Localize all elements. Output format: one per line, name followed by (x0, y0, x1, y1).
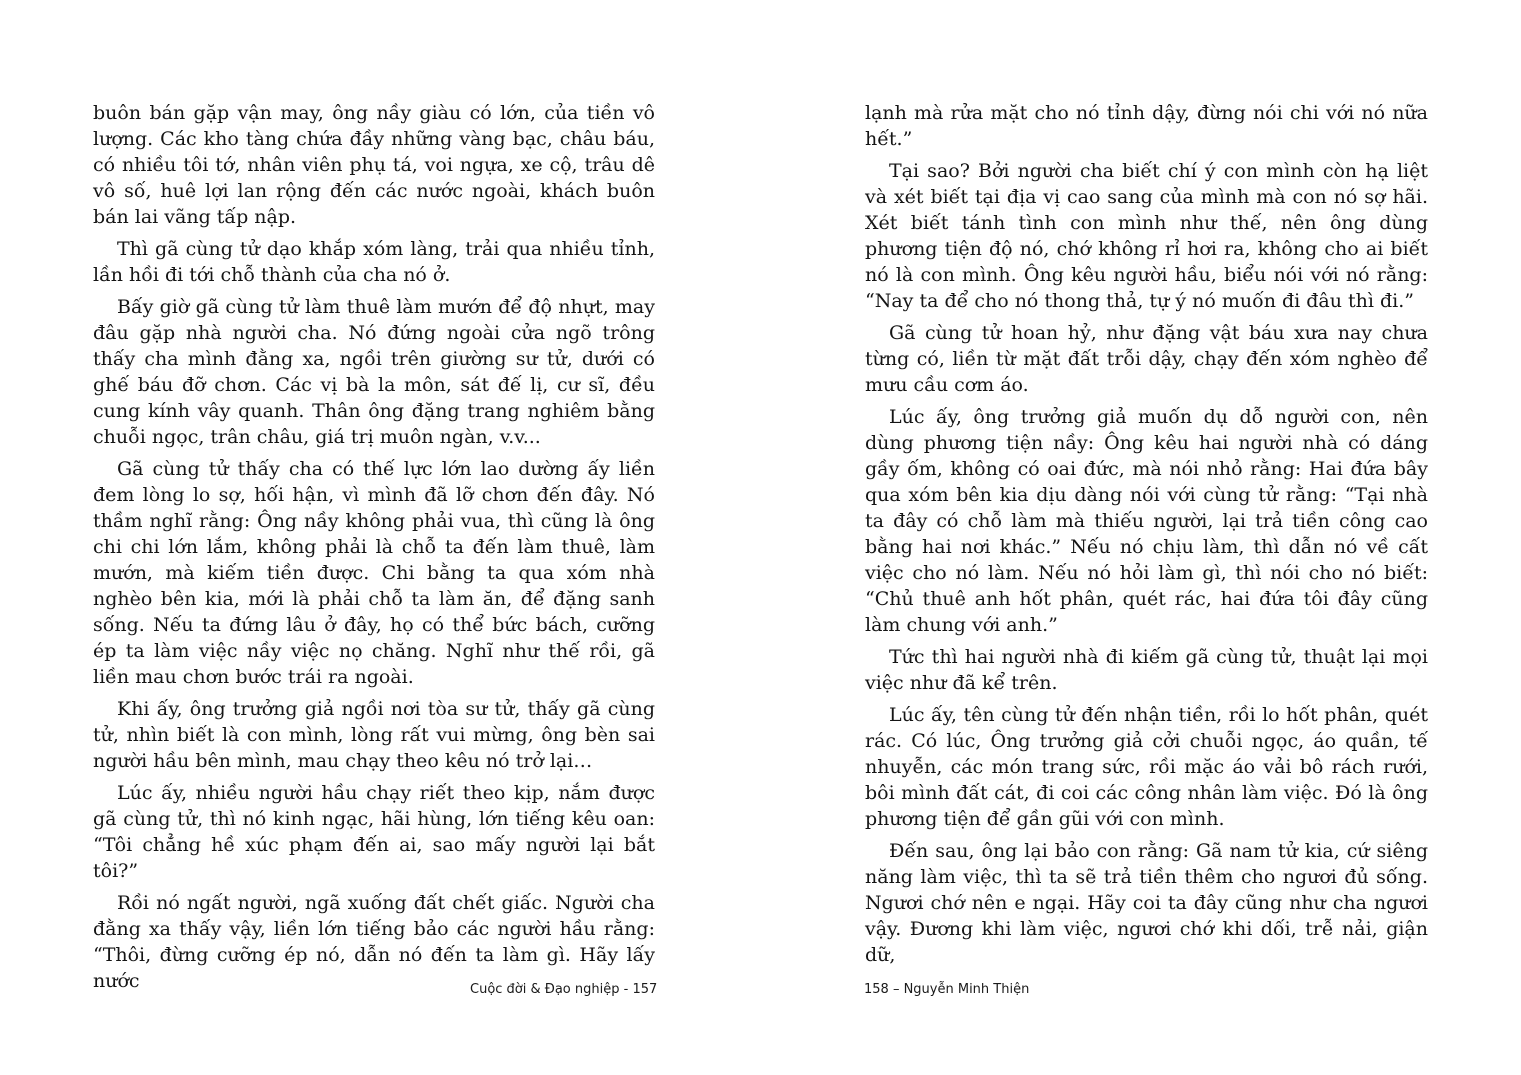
paragraph: Bấy giờ gã cùng tử làm thuê làm mướn để độ nhựt, may đâu gặp nhà người cha. Nó đứng ngoài cửa ngõ trông thấy cha mình đằng xa, ngồi trên giường sư tử, dưới có ghế báu đỡ chơn. Các vị bà la môn, sát đế lị, cư sĩ, đều cung kính vây quanh. Thân ông đặng trang nghiêm bằng chuỗi ngọc, trân châu, giá trị muôn ngàn, v.v... (93, 296, 655, 448)
left-page-text (93, 100, 658, 1000)
paragraph: Lúc ấy, ông trưởng giả muốn dụ dỗ người con, nên dùng phương tiện nầy: Ông kêu hai người nhà có dáng gầy ốm, không có oai đức, mà nói nhỏ rằng: Hai đứa bây qua xóm bên kia dịu dàng nói với cùng tử rằng: “Tại nhà ta đây có chỗ làm mà thiếu người, lại trả tiền công cao bằng hai nơi khác.” Nếu nó chịu làm, thì dẫn nó về cất việc cho nó làm. Nếu nó hỏi làm gì, thì nói cho nó biết: “Chủ thuê anh hốt phân, quét rác, hai đứa tôi đây cũng làm chung với anh.” (865, 406, 1428, 636)
paragraph: Gã cùng tử hoan hỷ, như đặng vật báu xưa nay chưa từng có, liền từ mặt đất trỗi dậy, chạy đến xóm nghèo để mưu cầu cơm áo. (865, 322, 1428, 396)
paragraph: Lúc ấy, tên cùng tử đến nhận tiền, rồi lo hốt phân, quét rác. Có lúc, Ông trưởng giả cởi chuỗi ngọc, áo quần, tế nhuyễn, các món trang sức, rồi mặc áo vải bô rách rưới, bôi mình đất cát, đi coi các công nhân làm việc. Đó là ông phương tiện để gần gũi với con mình. (865, 704, 1428, 830)
paragraph: Đến sau, ông lại bảo con rằng: Gã nam tử kia, cứ siêng năng làm việc, thì ta sẽ trả tiền thêm cho ngươi đủ sống. Ngươi chớ nên e ngại. Hãy coi ta đây cũng như cha ngươi vậy. Đương khi làm việc, ngươi chớ khi dối, trễ nải, giận dữ, (865, 840, 1428, 966)
paragraph: Tức thì hai người nhà đi kiếm gã cùng tử, thuật lại mọi việc như đã kể trên. (865, 646, 1428, 694)
paragraph: buôn bán gặp vận may, ông nầy giàu có lớn, của tiền vô lượng. Các kho tàng chứa đầy những vàng bạc, châu báu, có nhiều tôi tớ, nhân viên phụ tá, voi ngựa, xe cộ, trâu dê vô số, huê lợi lan rộng đến các nước ngoài, khách buôn bán lai vãng tấp nập. (93, 102, 655, 228)
paragraph: Thì gã cùng tử dạo khắp xóm làng, trải qua nhiều tỉnh, lần hồi đi tới chỗ thành của cha nó ở. (93, 238, 655, 286)
left-page-footer: Cuộc đời & Đạo nghiệp - 157 (470, 982, 658, 997)
right-page (760, 0, 1521, 1075)
right-page-text (865, 100, 1428, 974)
right-page-footer: 158 – Nguyễn Minh Thiện (864, 982, 1030, 997)
paragraph: Lúc ấy, nhiều người hầu chạy riết theo kịp, nắm được gã cùng tử, thì nó kinh ngạc, hãi hùng, lớn tiếng kêu oan: “Tôi chẳng hề xúc phạm đến ai, sao mấy người lại bắt tôi?” (93, 782, 655, 882)
left-page (0, 0, 760, 1075)
paragraph: Tại sao? Bởi người cha biết chí ý con mình còn hạ liệt và xét biết tại địa vị cao sang của mình mà con nó sợ hãi. Xét biết tánh tình con mình như thế, nên ông dùng phương tiện độ nó, chớ không rỉ hơi ra, không cho ai biết nó là con mình. Ông kêu người hầu, biểu nói với nó rằng: “Nay ta để cho nó thong thả, tự ý nó muốn đi đâu thì đi.” (865, 160, 1428, 312)
paragraph: lạnh mà rửa mặt cho nó tỉnh dậy, đừng nói chi với nó nữa hết.” (865, 102, 1428, 150)
paragraph: Gã cùng tử thấy cha có thế lực lớn lao dường ấy liền đem lòng lo sợ, hối hận, vì mình đã lỡ chơn đến đây. Nó thầm nghĩ rằng: Ông nầy không phải vua, thì cũng là ông chi chi lớn lắm, không phải là chỗ ta đến làm thuê, làm mướn, mà kiếm tiền được. Chi bằng ta qua xóm nhà nghèo bên kia, mới là phải chỗ ta làm ăn, để đặng sanh sống. Nếu ta đứng lâu ở đây, họ có thể bức bách, cưỡng ép ta làm việc nầy việc nọ chăng. Nghĩ như thế rồi, gã liền mau chơn bước trái ra ngoài. (93, 458, 655, 688)
paragraph: Rồi nó ngất người, ngã xuống đất chết giấc. Người cha đằng xa thấy vậy, liền lớn tiếng bảo các người hầu rằng: “Thôi, đừng cưỡng ép nó, dẫn nó đến ta làm gì. Hãy lấy nước (93, 892, 655, 992)
paragraph: Khi ấy, ông trưởng giả ngồi nơi tòa sư tử, thấy gã cùng tử, nhìn biết là con mình, lòng rất vui mừng, ông bèn sai người hầu bên mình, mau chạy theo kêu nó trở lại… (93, 698, 655, 772)
